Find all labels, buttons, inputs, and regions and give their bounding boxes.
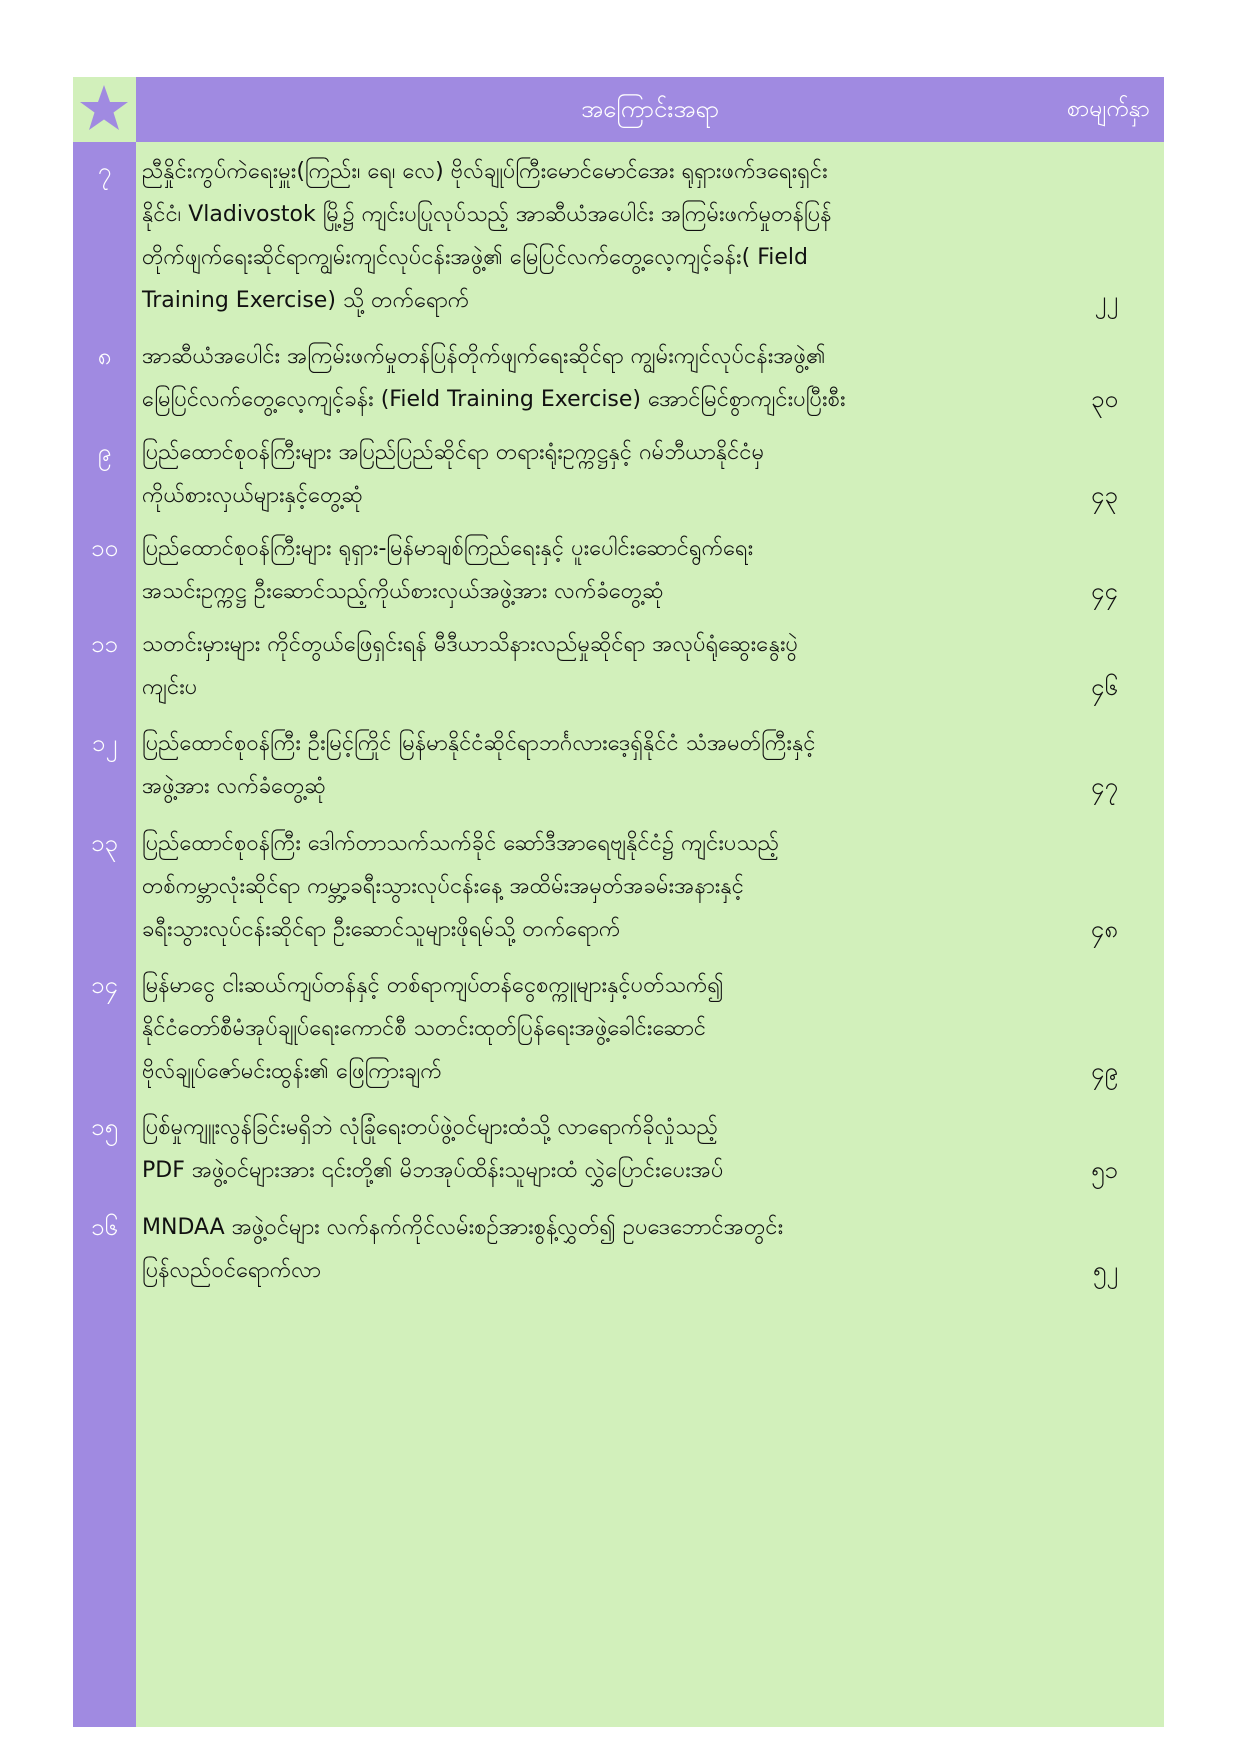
entry-number: ၁၃ [91, 829, 118, 857]
toc-entry[interactable] [73, 431, 1164, 521]
table-of-contents [73, 77, 1164, 1727]
entry-title: ပြစ်မှုကျူးလွန်ခြင်းမရှိဘဲ လုံခြုံရေးတပ်ဖွဲ့ဝင်များထံသို့ လာရောက်ခိုလှုံသည့် PDF အဖွဲ့ဝင်များအား ၎င်းတို့၏ မိဘအုပ်ထိန်းသူများထံ လွှဲပြောင်းပေးအပ် [142, 1115, 724, 1183]
entry-number: ၁၁ [91, 630, 118, 658]
toc-entry[interactable] [73, 1106, 1164, 1196]
toc-entry[interactable] [73, 150, 1164, 325]
entry-number: ၈ [97, 342, 112, 370]
entry-page-number: ၅၁ [1091, 1156, 1118, 1184]
entry-title: MNDAA အဖွဲ့ဝင်များ လက်နက်ကိုင်လမ်းစဉ်အားစွန့်လွှတ်၍ ဥပဒေဘောင်အတွင်း ပြန်လည်ဝင်ရောက်လာ [142, 1215, 784, 1283]
toc-entry[interactable] [73, 964, 1164, 1096]
entry-number: ၉ [97, 438, 112, 466]
toc-entry[interactable] [73, 527, 1164, 617]
toc-header [136, 77, 1164, 142]
entry-number: ၁၅ [91, 1113, 118, 1141]
toc-entry[interactable] [73, 623, 1164, 713]
entry-page-number: ၄၆ [1091, 673, 1118, 701]
entry-title: သတင်းမှားများ ကိုင်တွယ်ဖြေရှင်းရန် မီဒီယာသိနားလည်မှုဆိုင်ရာ အလုပ်ရုံဆွေးနွေးပွဲ ကျင်းပ [142, 632, 799, 700]
entry-title: ညီနှိုင်းကွပ်ကဲရေးမှူး(ကြည်း၊ ရေ၊ လေ) ဗိုလ်ချုပ်ကြီးမောင်မောင်အေး ရုရှားဖက်ဒရေးရှင်း နိုင်ငံ၊ Vladivostok မြို့၌ ကျင်းပပြုလုပ်သည့် အာဆီယံအပေါင်း အကြမ်းဖက်မှုတန်ပြန် တိုက်ဖျက်ရေးဆိုင်ရာကျွမ်းကျင်လုပ်ငန်းအဖွဲ့၏ မြေပြင်လက်တွေ့လေ့ကျင့်ခန်း( Field Training Exercise) သို့ တက်ရောက် [142, 159, 832, 313]
entry-page-number: ၄၄ [1091, 577, 1118, 605]
toc-entry[interactable] [73, 335, 1164, 425]
entry-number: ၁၂ [91, 729, 118, 757]
entry-page-number: ၂၂ [1094, 286, 1118, 314]
entry-title: မြန်မာငွေ ငါးဆယ်ကျပ်တန်နှင့် တစ်ရာကျပ်တန်ငွေစက္ကူများနှင့်ပတ်သက်၍ နိုင်ငံတော်စီမံအုပ်ချုပ်ရေးကောင်စီ သတင်းထုတ်ပြန်ရေးအဖွဲ့ခေါင်းဆောင် ဗိုလ်ချုပ်ဇော်မင်းထွန်း၏ ဖြေကြားချက် [142, 973, 724, 1084]
entry-page-number: ၄၉ [1091, 1057, 1118, 1085]
entry-number: ၇ [97, 157, 112, 185]
toc-entry[interactable] [73, 1206, 1164, 1296]
entry-page-number: ၄၇ [1091, 772, 1118, 800]
toc-entry[interactable] [73, 822, 1164, 954]
entry-page-number: ၅၂ [1092, 1256, 1118, 1284]
header-page-label: စာမျက်နှာ [1066, 96, 1150, 122]
entry-number: ၁၄ [91, 971, 118, 999]
header-title: အကြောင်းအရာ [581, 95, 719, 123]
entry-title: အာဆီယံအပေါင်း အကြမ်းဖက်မှုတန်ပြန်တိုက်ဖျက်ရေးဆိုင်ရာ ကျွမ်းကျင်လုပ်ငန်းအဖွဲ့၏ မြေပြင်လက်တွေ့လေ့ကျင့်ခန်း (Field Training Exercise) အောင်မြင်စွာကျင်းပပြီးစီး [142, 344, 846, 412]
entry-title: ပြည်ထောင်စုဝန်ကြီး ဒေါက်တာသက်သက်ခိုင် ဆော်ဒီအာရေဗျနိုင်ငံ၌ ကျင်းပသည့် တစ်ကမ္ဘာလုံးဆိုင်ရာ ကမ္ဘာ့ခရီးသွားလုပ်ငန်းနေ့ အထိမ်းအမှတ်အခမ်းအနားနှင့် ခရီးသွားလုပ်ငန်းဆိုင်ရာ ဦးဆောင်သူများဖိုရမ်သို့ တက်ရောက် [142, 831, 780, 942]
star-cell [73, 77, 136, 142]
entry-number: ၁၀ [91, 534, 118, 562]
entry-page-number: ၃၀ [1091, 385, 1118, 413]
entry-title: ပြည်ထောင်စုဝန်ကြီး ဦးမြင့်ကြိုင် မြန်မာနိုင်ငံဆိုင်ရာဘင်္ဂလားဒေ့ရှ်နိုင်ငံ သံအမတ်ကြီးနှင့် အဖွဲ့အား လက်ခံတွေ့ဆုံ [142, 731, 816, 799]
entry-title: ပြည်ထောင်စုဝန်ကြီးများ အပြည်ပြည်ဆိုင်ရာ တရားရုံးဥက္ကဋ္ဌနှင့် ဂမ်ဘီယာနိုင်ငံမှ ကိုယ်စားလှယ်များနှင့်တွေ့ဆုံ [142, 440, 765, 508]
entry-page-number: ၄၃ [1091, 481, 1118, 509]
entry-page-number: ၄၈ [1090, 915, 1118, 943]
toc-entry[interactable] [73, 722, 1164, 812]
star-icon [79, 83, 129, 135]
entry-title: ပြည်ထောင်စုဝန်ကြီးများ ရုရှား-မြန်မာချစ်ကြည်ရေးနှင့် ပူးပေါင်းဆောင်ရွက်ရေး အသင်းဥက္ကဋ္ဌ ဦးဆောင်သည့်ကိုယ်စားလှယ်အဖွဲ့အား လက်ခံတွေ့ဆုံ [142, 536, 754, 604]
entry-number: ၁၆ [91, 1213, 118, 1241]
